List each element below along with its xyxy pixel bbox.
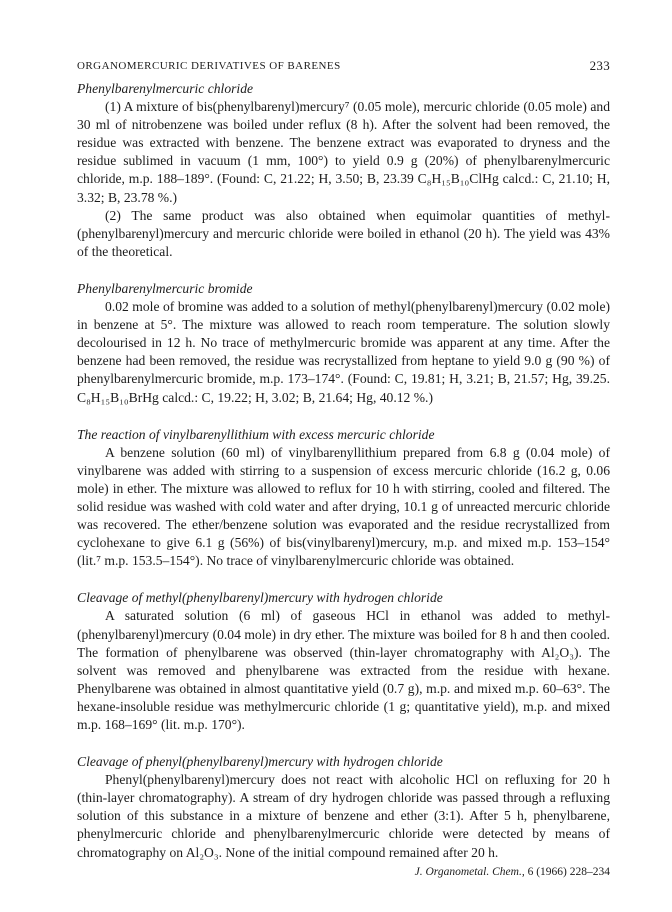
section-cleavage-methyl — [77, 589, 610, 734]
section-cleavage-phenyl — [77, 753, 610, 862]
section-heading: Cleavage of methyl(phenylbarenyl)mercury with hydrogen chloride — [77, 590, 443, 606]
page-number: 233 — [589, 58, 610, 73]
section-heading: The reaction of vinylbarenyllithium with excess mercuric chloride — [77, 426, 435, 442]
running-head — [77, 57, 610, 73]
section-phenylbarenylmercuric-chloride — [77, 80, 610, 261]
paragraph: (2) The same product was also obtained when equimolar quantities of methyl(phenylbarenyl)mercury and mercuric chloride were boiled in ethanol (20 h). The yield was 43% of the theoretical. — [77, 207, 610, 259]
section-heading: Phenylbarenylmercuric chloride — [77, 81, 254, 96]
paragraph: A benzene solution (60 ml) of vinylbarenyllithium prepared from 6.8 g (0.04 mole) of vinylbarene was added with stirring to a suspension of excess mercuric chloride (16.2 g, 0.06 mole) in ether. The mixture was allowed to reflux for 10 h with stirring, cooled and filtered. The solid residue was washed with cold water and after drying, 10.1 g of unreacted mercuric chloride was recovered. The ether/benzene solution was evaporated and the residue recrystallized from cyclohexane to give 6.1 g (56%) of bis(vinylbarenyl)mercury, m.p. and mixed m.p. 153–154° (lit.⁷ m.p. 153.5–154°). No trace of vinylbarenylmercuric chloride was obtained. — [77, 444, 610, 569]
paragraph: Phenyl(phenylbarenyl)mercury does not react with alcoholic HCl on refluxing for 20 h (thin-layer chromatography). A stream of dry hydrogen chloride was passed through a refluxing solution of this substance in a mixture of benzene and ether (3:1). After 5 h, phenylbarene, phenylmercuric chloride and phenylbarenylmercuric chloride were detected by means of chromatography on Al₂O₃. None of the initial compound remained after 20 h. — [77, 772, 610, 860]
journal-name: J. Organometal. Chem., — [414, 866, 525, 878]
page-footer — [77, 863, 610, 879]
section-phenylbarenylmercuric-bromide — [77, 280, 610, 407]
paragraph: 0.02 mole of bromine was added to a solution of methyl(phenylbarenyl)mercury (0.02 mole) in benzene at 5°. The mixture was allowed to reach room temperature. The solution slowly decolourised in 12 h. No trace of methylmercuric bromide was apparent at any time. After the benzene had been removed, the residue was recrystallized from heptane to yield 9.0 g (90 %) of phenylbarenylmercuric bromide, m.p. 173–174°. (Found: C, 19.81; H, 3.21; B, 21.57; Hg, 39.25. C₈H₁₅B₁₀BrHg calcd.: C, 19.22; H, 3.02; B, 21.64; Hg, 40.12 %.) — [77, 299, 610, 405]
section-vinylbarenyllithium-reaction — [77, 426, 610, 571]
article-body — [77, 80, 610, 881]
paragraph: (1) A mixture of bis(phenylbarenyl)mercury⁷ (0.05 mole), mercuric chloride (0.05 mole) and 30 ml of nitrobenzene was boiled under reflux (8 h). After the solvent had been removed, the residue was extracted with benzene. The benzene extract was evaporated to dryness and the residue sublimed in vacuum (1 mm, 100°) to yield 0.9 g (20%) of phenylbarenylmercuric chloride, m.p. 188–189°. (Found: C, 21.22; H, 3.50; B, 23.39 C₈H₁₅B₁₀ClHg calcd.: C, 21.10; H, 3.32; B, 23.78 %.) — [77, 99, 610, 205]
section-heading: Cleavage of phenyl(phenylbarenyl)mercury with hydrogen chloride — [77, 754, 443, 770]
paragraph: A saturated solution (6 ml) of gaseous HCl in ethanol was added to methyl(phenylbarenyl)mercury (0.04 mole) in dry ether. The mixture was boiled for 8 h and then cooled. The formation of phenylbarene was observed (thin-layer chromatography with Al₂O₃). The solvent was removed and phenylbarene was extracted from the residue with hexane. Phenylbarene was obtained in almost quantitative yield (0.7 g), m.p. and mixed m.p. 60–63°. The hexane-insoluble residue was methylmercuric chloride (1 g; quantitative yield), m.p. and mixed m.p. 168–169° (lit. m.p. 170°). — [77, 608, 610, 732]
journal-citation: 6 (1966) 228–234 — [524, 866, 610, 878]
section-heading: Phenylbarenylmercuric bromide — [77, 280, 253, 296]
running-title: ORGANOMERCURIC DERIVATIVES OF BARENES — [77, 60, 341, 72]
